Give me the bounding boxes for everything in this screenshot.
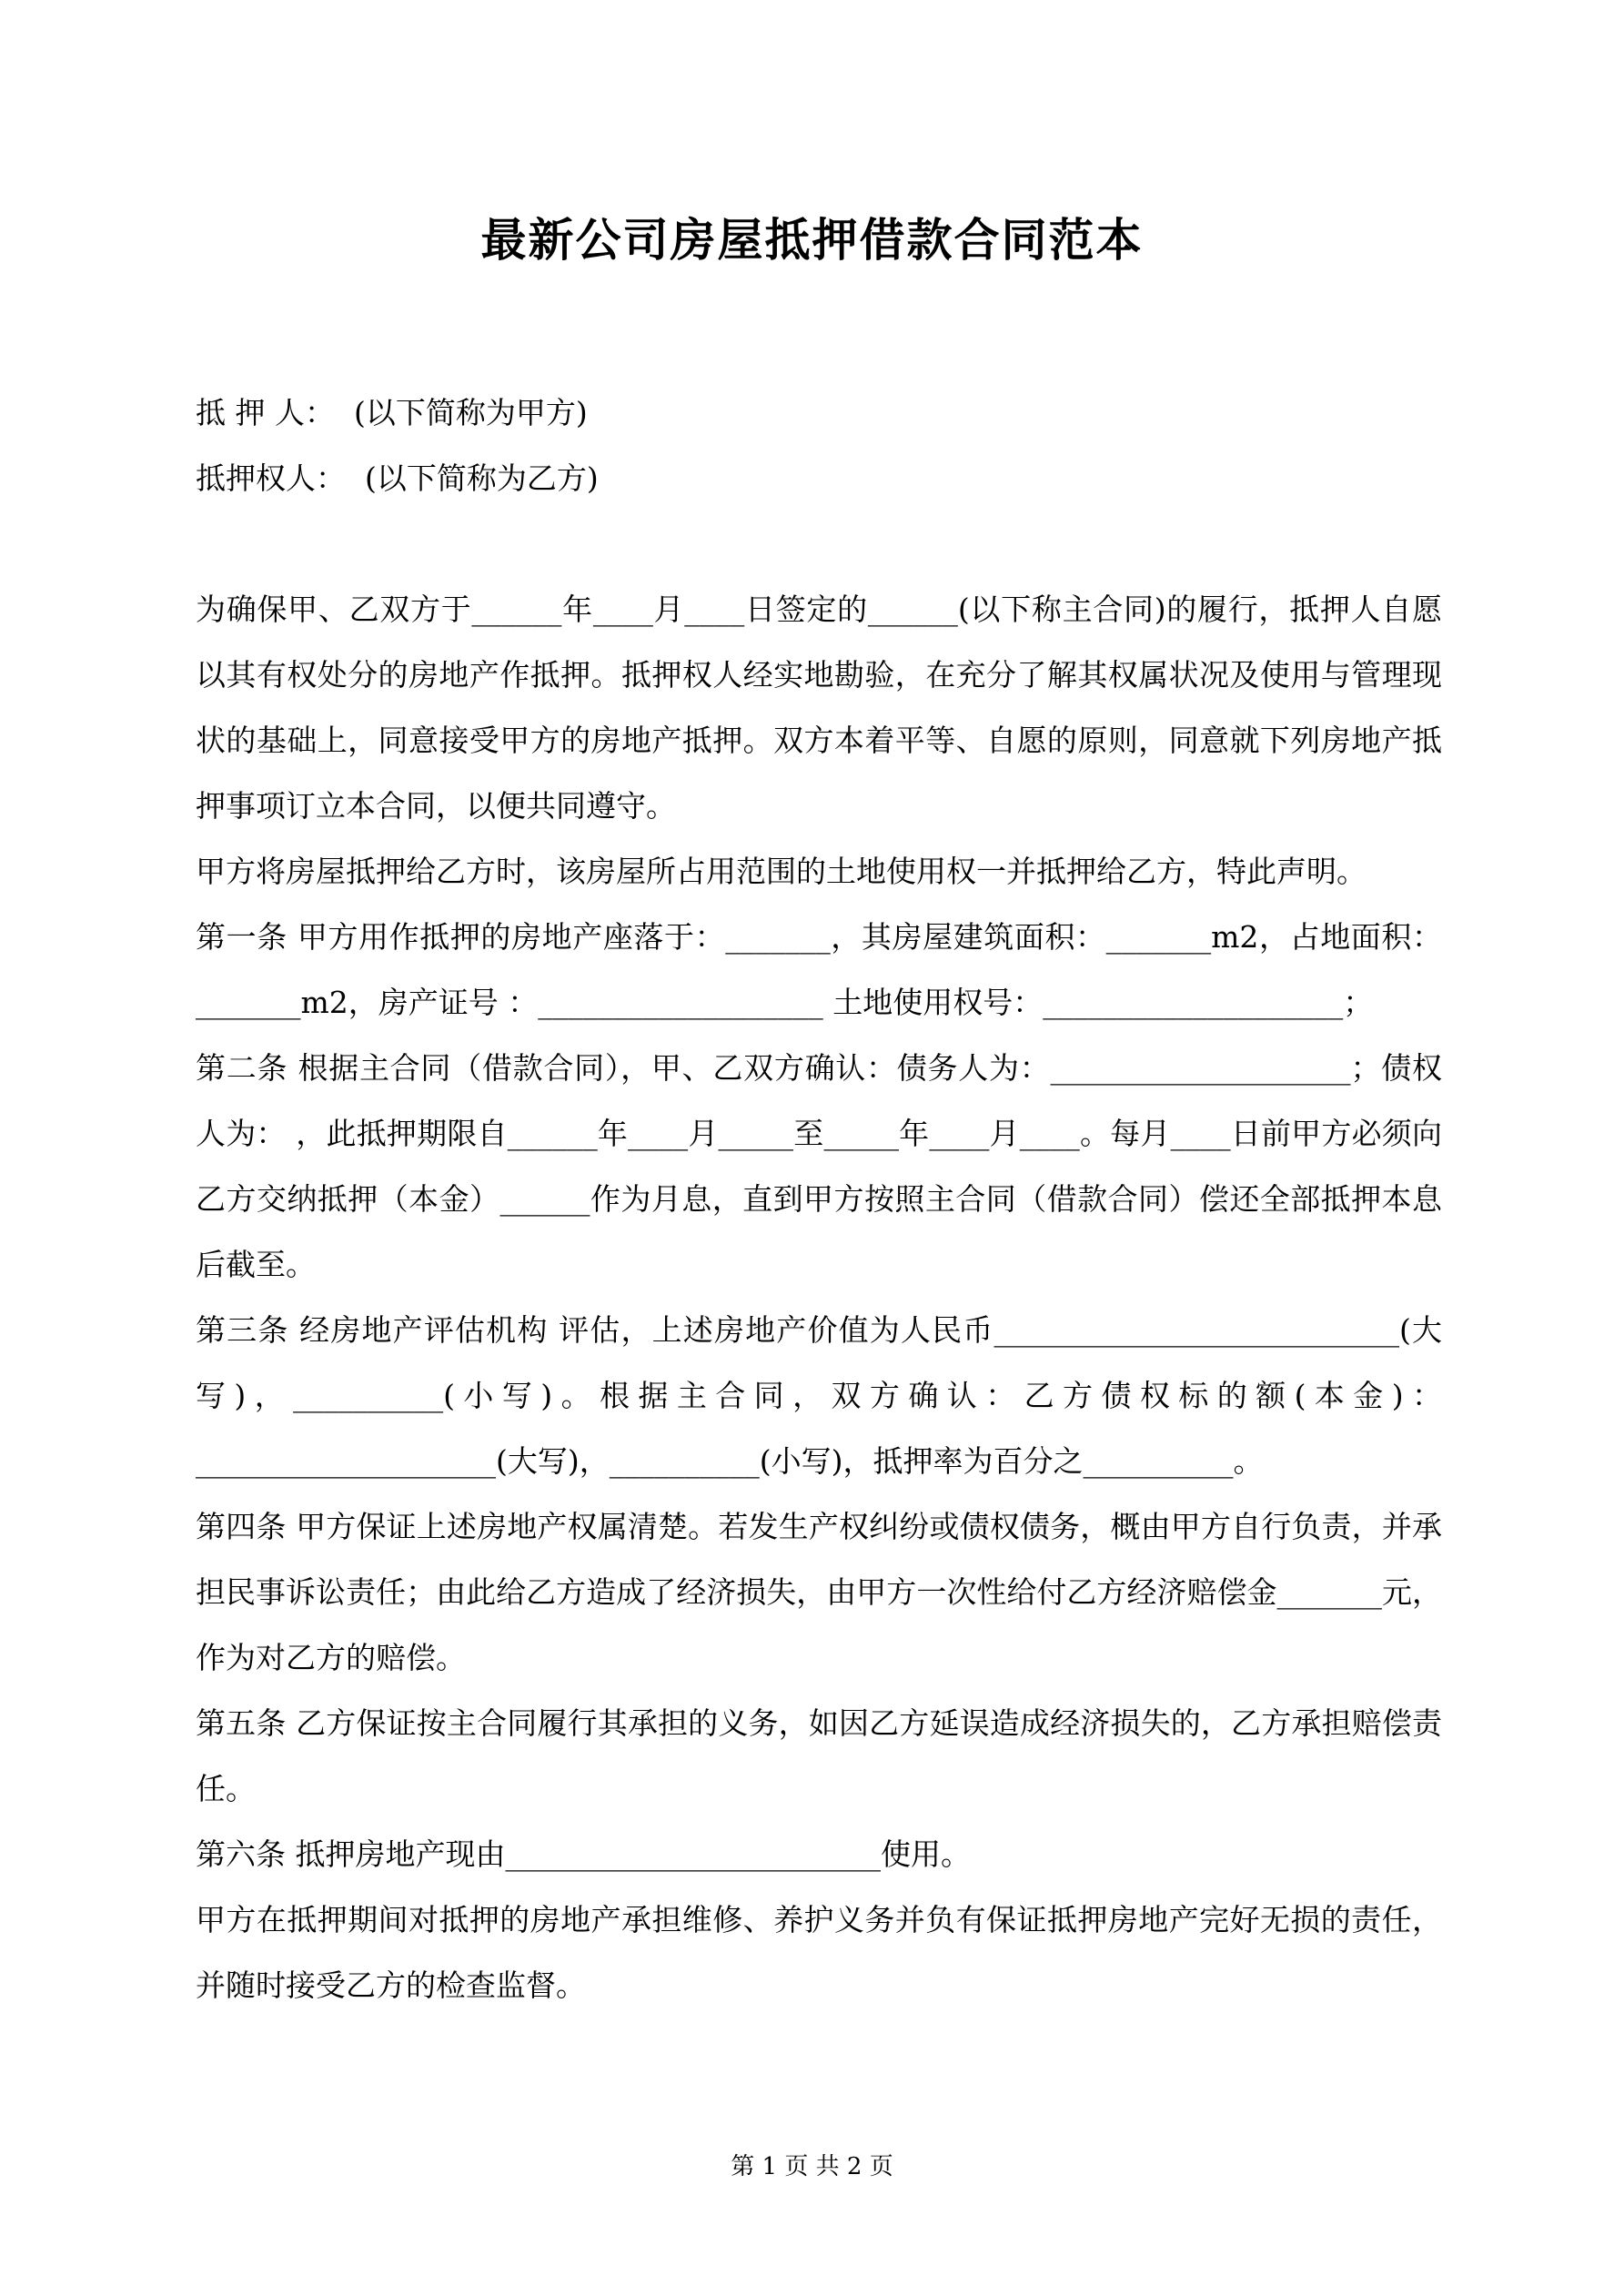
article-6: 第六条 抵押房地产现由_________________________使用。 [196, 1836, 971, 1872]
paragraph-maintenance-duty: 甲方在抵押期间对抵押的房地产承担维修、养护义务并负有保证抵押房地产完好无损的责任，并随时接受乙方的检查监督。 [196, 1902, 1442, 2003]
party-mortgagee: 抵押权人： (以下简称为乙方) [196, 460, 599, 496]
article-4: 第四条 甲方保证上述房地产权属清楚。若发生产权纠纷或债权债务，概由甲方自行负责，并承担民事诉讼责任；由此给乙方造成了经济损失，由甲方一次性给付乙方经济赔偿金_______元，作为对乙方的赔偿。 [196, 1509, 1442, 1675]
article-5: 第五条 乙方保证按主合同履行其承担的义务，如因乙方延误造成经济损失的，乙方承担赔偿责任。 [196, 1705, 1442, 1806]
paragraph-spacer [196, 511, 1442, 577]
page-number-footer: 第 1 页 共 2 页 [731, 2153, 893, 2180]
article-1: 第一条 甲方用作抵押的房地产座落于：_______，其房屋建筑面积：_______m2，占地面积：_______m2，房产证号 ：___________________ 土地使用权号：____________________； [196, 919, 1442, 1020]
paragraph-land-use-statement: 甲方将房屋抵押给乙方时，该房屋所占用范围的土地使用权一并抵押给乙方，特此声明。 [196, 854, 1367, 889]
party-mortgagor: 抵 押 人： (以下简称为甲方) [196, 395, 588, 430]
paragraph-preamble: 为确保甲、乙双方于______年____月____日签定的______(以下称主合同)的履行，抵押人自愿以其有权处分的房地产作抵押。抵押权人经实地勘验，在充分了解其权属状况及使用与管理现状的基础上，同意接受甲方的房地产抵押。双方本着平等、自愿的原则，同意就下列房地产抵押事项订立本合同，以便共同遵守。 [196, 592, 1442, 824]
document-title: 最新公司房屋抵押借款合同范本 [480, 213, 1144, 267]
document-body [196, 380, 1442, 2018]
article-2: 第二条 根据主合同（借款合同），甲、乙双方确认：债务人为：____________________；债权人为： ，此抵押期限自______年____月_____至_____年____月____。每月____日前甲方必须向乙方交纳抵押（本金）______作为月息，直到甲方按照主合同（借款合同）偿还全部抵押本息后截至。 [196, 1050, 1442, 1282]
article-3: 第三条 经房地产评估机构 评估，上述房地产价值为人民币___________________________(大写)，__________(小写)。根据主合同，双方确认：乙方债权标的额(本金)：____________________(大写)，__________(小写)，抵押率为百分之__________。 [196, 1312, 1442, 1479]
